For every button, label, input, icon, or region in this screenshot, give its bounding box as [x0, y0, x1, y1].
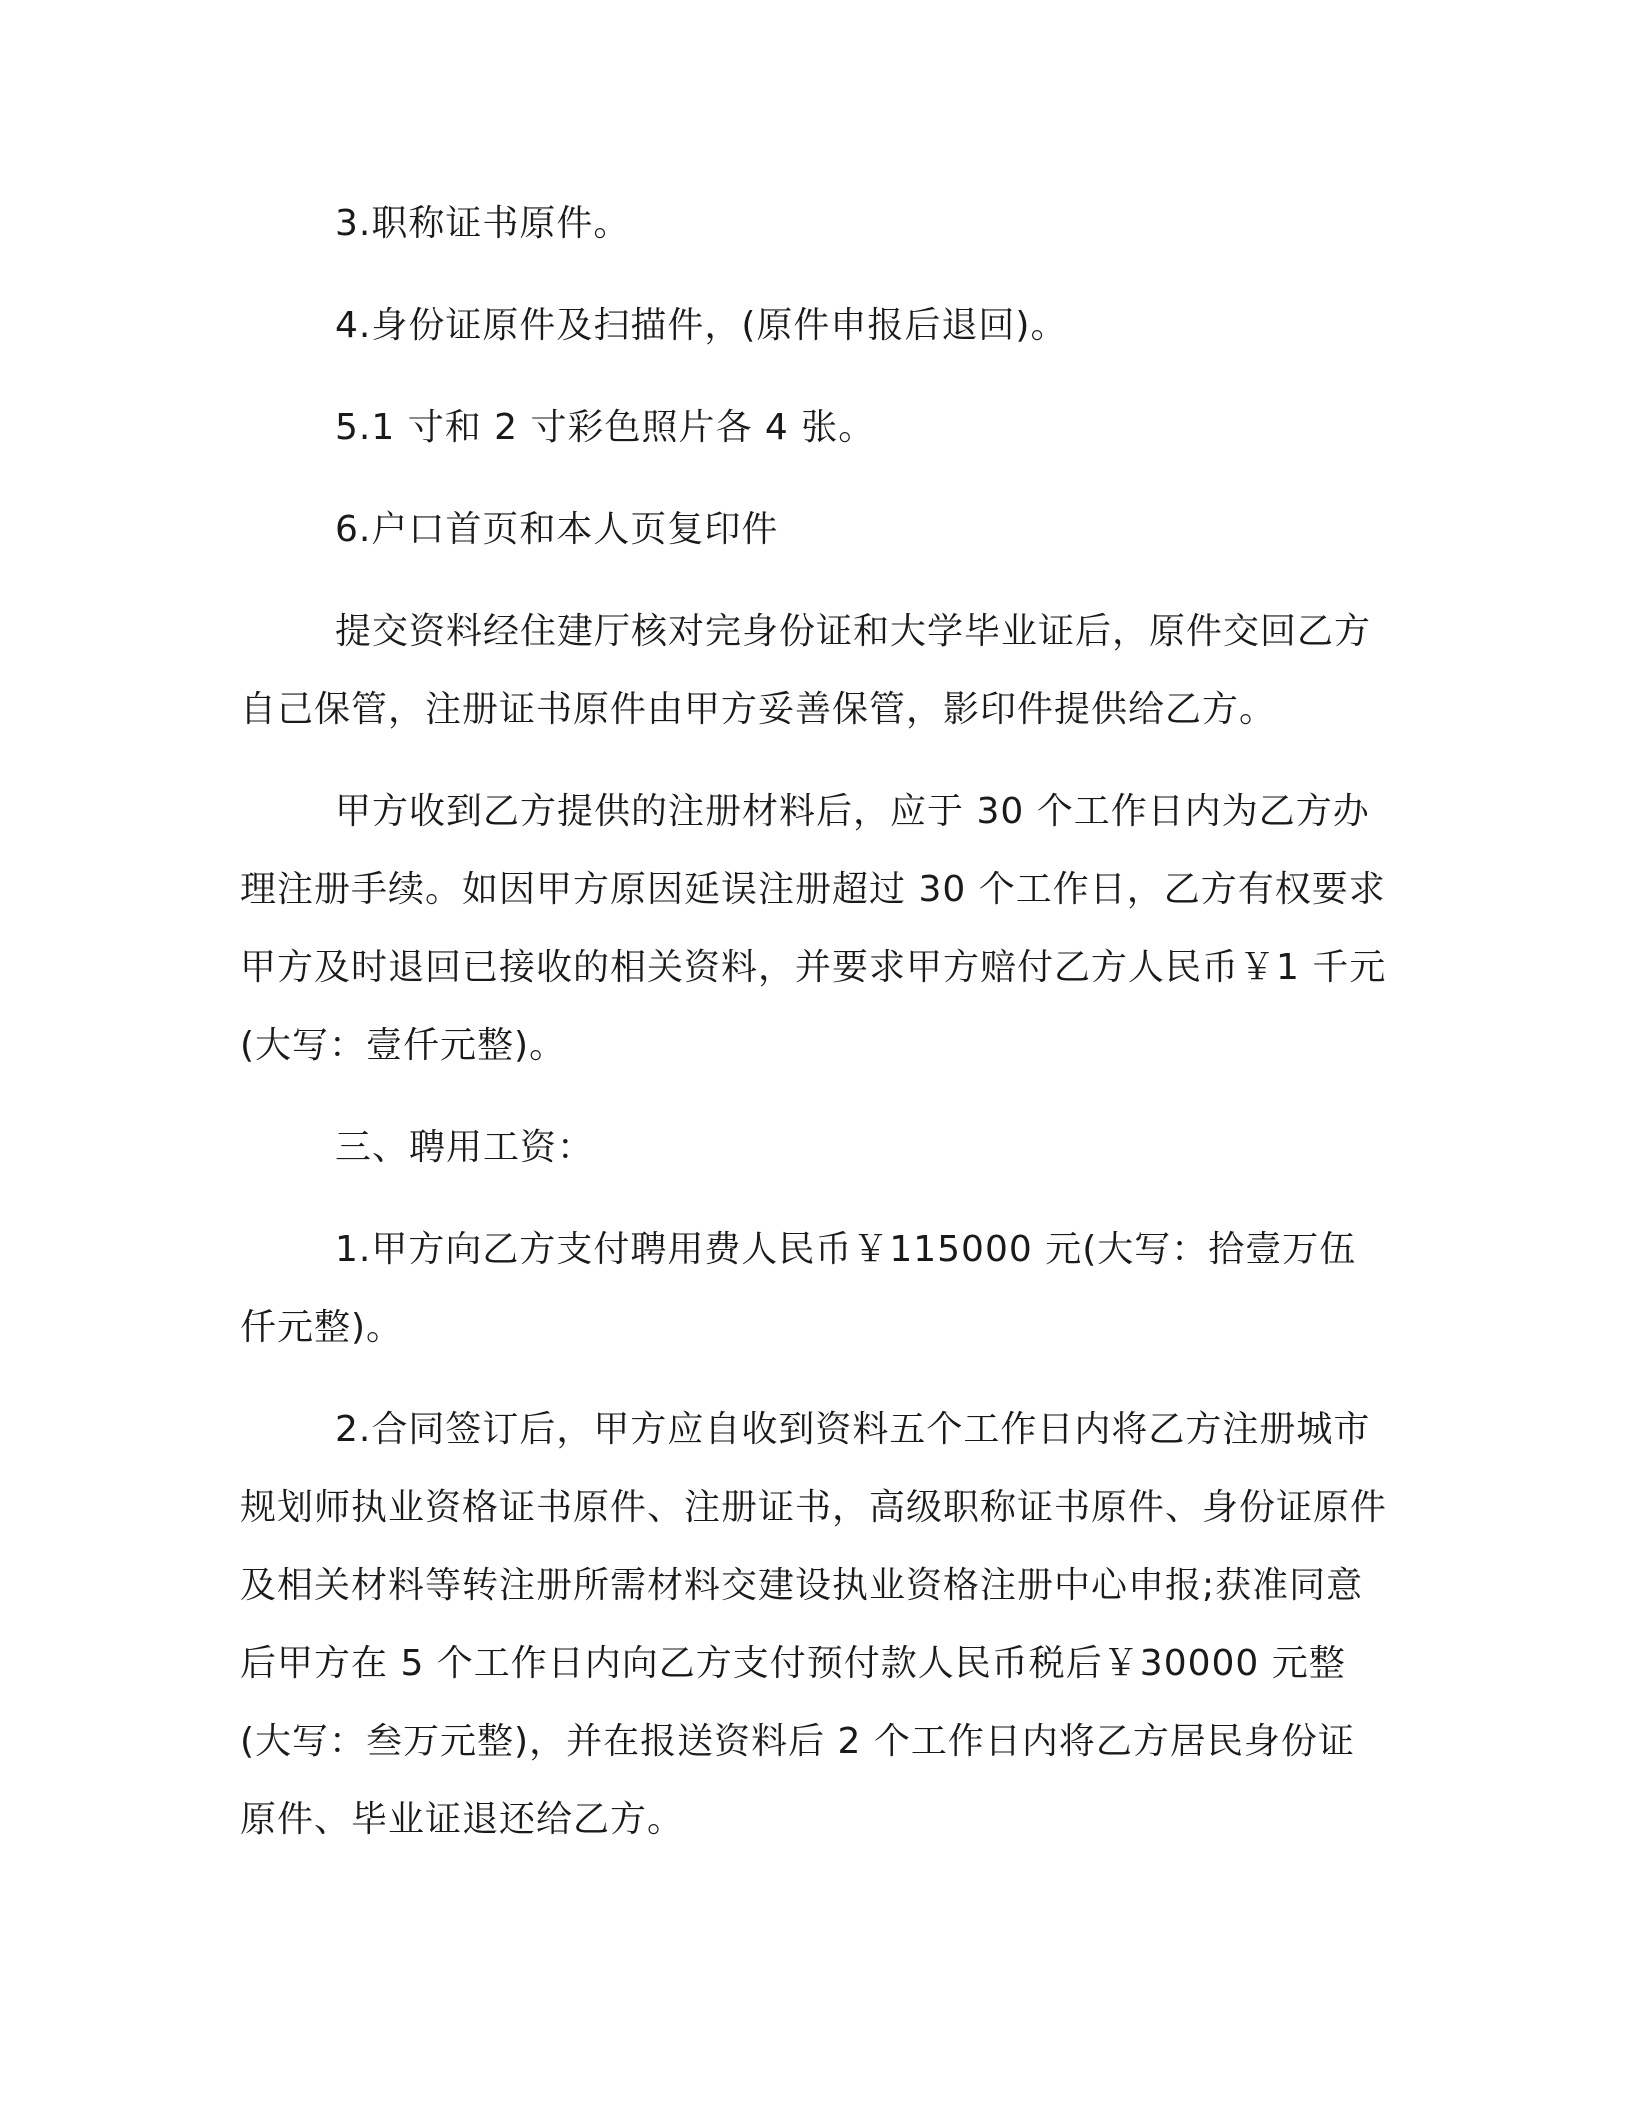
paragraph-salary-2: 2.合同签订后，甲方应自收到资料五个工作日内将乙方注册城市规划师执业资格证书原件、注册证书，高级职称证书原件、身份证原件及相关材料等转注册所需材料交建设执业资格注册中心申报;获准同意后甲方在 5 个工作日内向乙方支付预付款人民币税后￥30000 元整(大写：叁万元整)，并在报送资料后 2 个工作日内将乙方居民身份证原件、毕业证退还给乙方。 [240, 1409, 1388, 1840]
paragraph-item-6: 6.户口首页和本人页复印件 [335, 509, 779, 550]
paragraph-item-3: 3.职称证书原件。 [335, 203, 631, 244]
paragraph-item-4: 4.身份证原件及扫描件，(原件申报后退回)。 [335, 305, 1068, 346]
paragraph-item-5: 5.1 寸和 2 寸彩色照片各 4 张。 [335, 407, 876, 448]
paragraph-salary-1: 1.甲方向乙方支付聘用费人民币￥115000 元(大写：拾壹万伍仟元整)。 [240, 1229, 1357, 1348]
paragraph-registration: 甲方收到乙方提供的注册材料后，应于 30 个工作日内为乙方办理注册手续。如因甲方原因延误注册超过 30 个工作日，乙方有权要求甲方及时退回已接收的相关资料，并要求甲方赔付乙方人民币￥1 千元(大写：壹仟元整)。 [240, 791, 1387, 1066]
section-heading-salary: 三、聘用工资： [335, 1127, 595, 1168]
paragraph-submission: 提交资料经住建厅核对完身份证和大学毕业证后，原件交回乙方自己保管，注册证书原件由甲方妥善保管，影印件提供给乙方。 [240, 611, 1372, 730]
document-body [240, 185, 1390, 1883]
